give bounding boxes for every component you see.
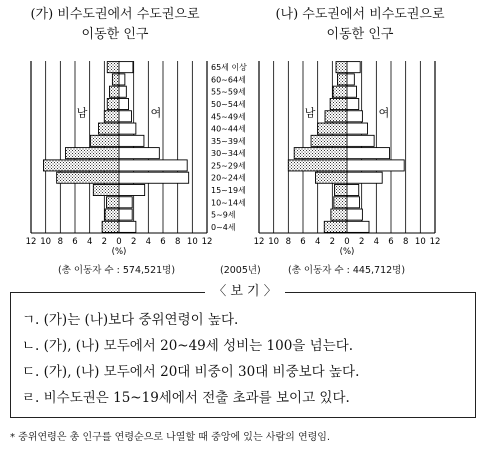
x-tick-label-na: 4 — [314, 237, 321, 247]
bar-male-na — [330, 98, 347, 109]
bogi-label: 〈 보 기 〉 — [205, 284, 285, 300]
bar-male-ga — [102, 221, 119, 232]
age-label: 35~39세 — [211, 136, 246, 146]
age-label: 30~34세 — [211, 149, 246, 159]
x-tick-label-ga: 12 — [201, 237, 213, 247]
sex-label-male-ga: 남 — [76, 106, 88, 120]
bar-female-na — [347, 172, 382, 183]
bar-male-ga — [98, 123, 119, 134]
x-tick-label-na: 8 — [285, 237, 292, 247]
bar-male-na — [315, 172, 347, 183]
age-label: 40~44세 — [211, 124, 246, 134]
bar-female-na — [347, 197, 359, 208]
bar-female-na — [347, 160, 404, 171]
bar-female-na — [347, 221, 369, 232]
bar-male-ga — [112, 74, 119, 85]
bar-female-ga — [119, 111, 131, 122]
x-tick-label-na: 4 — [373, 237, 380, 247]
bar-female-ga — [119, 209, 132, 220]
x-tick-label-na: 2 — [329, 237, 336, 247]
chart-title-na-line1: (나) 수도권에서 비수도권으로 — [275, 7, 445, 22]
bar-female-ga — [119, 172, 189, 183]
x-tick-label-ga: 8 — [174, 237, 181, 247]
statement-digeut: ㄷ. (가), (나) 모두에서 20대 비중이 30대 비중보다 높다. — [22, 364, 360, 380]
x-tick-label-ga: 6 — [72, 237, 78, 247]
sex-label-male-na: 남 — [304, 106, 316, 120]
bar-male-ga — [107, 98, 119, 109]
bar-female-ga — [119, 74, 125, 85]
bar-male-ga — [43, 160, 119, 171]
chart-title-na-line2: 이동한 인구 — [326, 27, 394, 42]
bar-male-na — [334, 197, 347, 208]
x-tick-label-na: 6 — [300, 237, 306, 247]
statement-rieul: ㄹ. 비수도권은 15~19세에서 전출 초과를 보이고 있다. — [22, 390, 350, 406]
age-label: 45~49세 — [211, 112, 246, 122]
bar-male-ga — [109, 86, 119, 97]
x-tick-label-na: 8 — [402, 237, 409, 247]
bar-female-ga — [119, 123, 136, 134]
sex-label-female-ga: 여 — [150, 106, 162, 120]
bar-female-na — [347, 148, 390, 159]
x-tick-label-na: 2 — [358, 237, 365, 247]
bar-female-na — [347, 98, 359, 109]
bar-male-na — [331, 209, 347, 220]
x-tick-label-na: 12 — [253, 237, 265, 247]
x-axis-unit-na: (%) — [339, 247, 355, 257]
bar-male-ga — [93, 184, 119, 195]
x-axis-unit-ga: (%) — [111, 247, 127, 257]
bar-female-na — [347, 135, 374, 146]
bar-female-na — [347, 62, 360, 73]
bar-female-ga — [119, 197, 132, 208]
footnote: * 중위연령은 총 인구를 연령순으로 나열할 때 중앙에 있는 사람의 연령임. — [10, 432, 331, 443]
age-label: 65세 이상 — [211, 63, 247, 73]
x-tick-label-na: 10 — [414, 237, 426, 247]
bar-female-ga — [119, 86, 126, 97]
bar-male-na — [294, 148, 347, 159]
age-label: 25~29세 — [211, 161, 246, 171]
bar-male-na — [337, 74, 347, 85]
x-tick-label-na: 6 — [388, 237, 394, 247]
bar-female-ga — [119, 160, 187, 171]
bar-male-na — [288, 160, 347, 171]
x-tick-label-ga: 12 — [25, 237, 37, 247]
statement-nieun: ㄴ. (가), (나) 모두에서 20~49세 성비는 100을 넘는다. — [22, 338, 354, 354]
bar-male-ga — [107, 62, 119, 73]
x-tick-label-ga: 10 — [186, 237, 198, 247]
bar-female-ga — [119, 98, 129, 109]
bar-female-na — [347, 86, 357, 97]
x-tick-label-na: 0 — [344, 237, 350, 247]
bar-male-ga — [105, 209, 119, 220]
bar-male-na — [324, 221, 347, 232]
caption-total-ga: (총 이동자 수 : 574,521명) — [58, 265, 176, 276]
age-label: 55~59세 — [211, 87, 246, 97]
bar-female-ga — [119, 135, 144, 146]
age-label: 10~14세 — [211, 198, 246, 208]
bar-male-ga — [104, 111, 119, 122]
bar-male-na — [333, 86, 347, 97]
x-tick-label-ga: 2 — [101, 237, 108, 247]
bar-female-ga — [119, 62, 133, 73]
age-label: 0~4세 — [211, 222, 236, 232]
bar-male-ga — [57, 172, 119, 183]
bar-female-na — [347, 209, 362, 220]
chart-title-ga-line1: (가) 비수도권에서 수도권으로 — [30, 7, 200, 22]
x-tick-label-ga: 4 — [86, 237, 93, 247]
bar-male-na — [335, 184, 347, 195]
bar-male-na — [336, 62, 347, 73]
age-label: 60~64세 — [211, 75, 246, 85]
bar-male-ga — [90, 135, 119, 146]
x-tick-label-ga: 0 — [116, 237, 122, 247]
bar-male-na — [318, 123, 347, 134]
bar-female-na — [347, 74, 354, 85]
bar-male-na — [311, 135, 347, 146]
bar-female-na — [347, 184, 359, 195]
age-label: 20~24세 — [211, 173, 246, 183]
bar-female-na — [347, 111, 362, 122]
chart-title-ga-line2: 이동한 인구 — [81, 27, 149, 42]
sex-label-female-na: 여 — [378, 106, 390, 120]
bar-female-na — [347, 123, 368, 134]
statement-giyeok: ㄱ. (가)는 (나)보다 중위연령이 높다. — [22, 312, 239, 328]
x-tick-label-ga: 6 — [160, 237, 166, 247]
caption-year: (2005년) — [220, 265, 261, 276]
bar-female-ga — [119, 184, 145, 195]
bar-male-ga — [65, 148, 119, 159]
x-tick-label-na: 12 — [429, 237, 441, 247]
age-label: 5~9세 — [211, 210, 236, 220]
age-label: 50~54세 — [211, 100, 246, 109]
bar-male-ga — [107, 197, 119, 208]
x-tick-label-ga: 2 — [130, 237, 137, 247]
x-tick-label-ga: 4 — [145, 237, 152, 247]
caption-total-na: (총 이동자 수 : 445,712명) — [288, 265, 406, 276]
x-tick-label-ga: 10 — [40, 237, 52, 247]
bar-female-ga — [119, 148, 159, 159]
bar-female-ga — [119, 221, 136, 232]
x-tick-label-na: 10 — [268, 237, 280, 247]
age-label: 15~19세 — [211, 186, 246, 195]
x-tick-label-ga: 8 — [57, 237, 64, 247]
bar-male-na — [325, 111, 347, 122]
